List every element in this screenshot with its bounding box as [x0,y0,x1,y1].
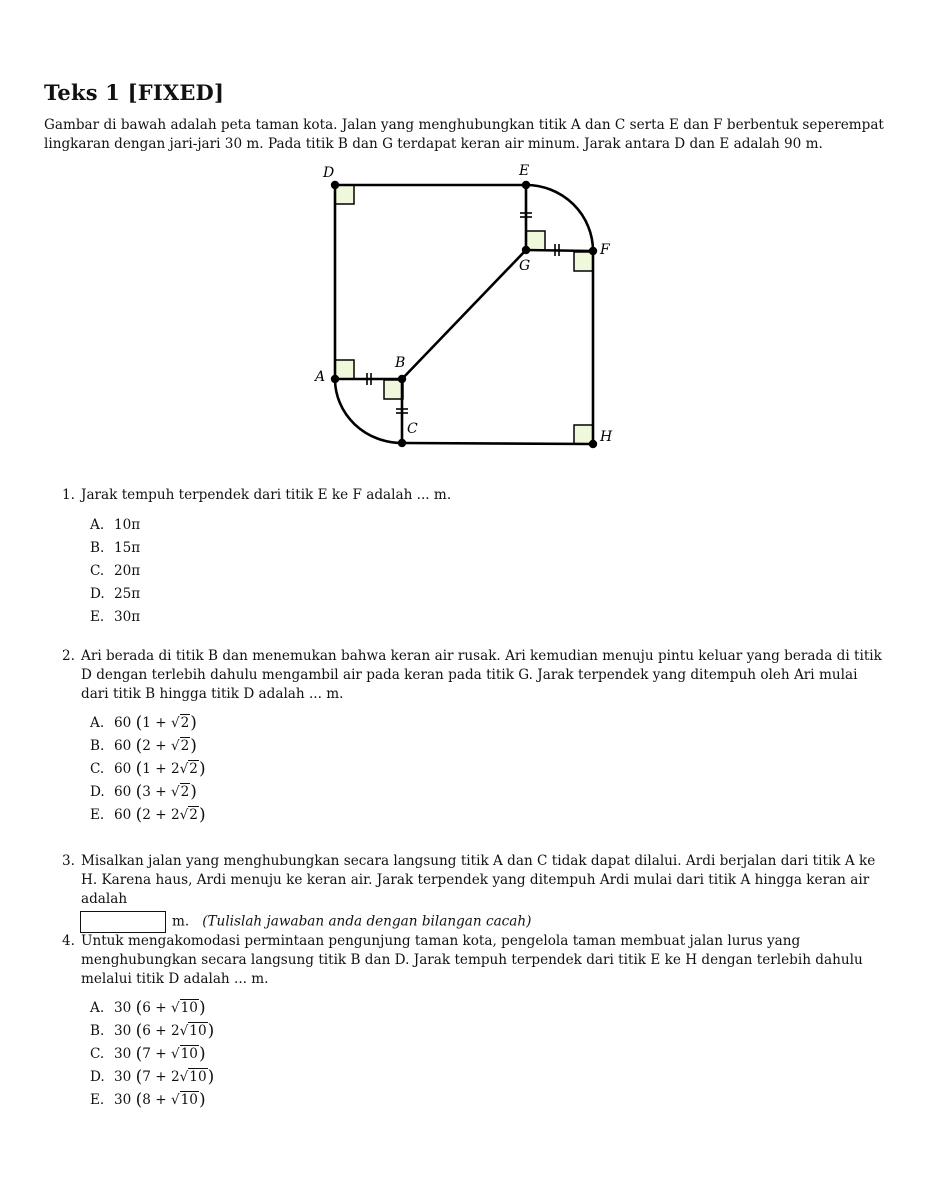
label-c: C [407,421,418,437]
question-number: 3. [62,853,75,869]
option-b[interactable]: B. 60 (2 + √2) [90,736,197,756]
label-b: B [395,355,406,371]
option-c[interactable]: C. 60 (1 + 2√2) [90,759,206,779]
options-list [90,514,888,629]
label-e: E [519,163,530,179]
option-a[interactable]: A. 30 (6 + √10) [90,998,206,1018]
point-h [589,440,597,448]
answer-row [62,911,888,933]
option-a[interactable]: A. 10π [90,517,141,533]
road-b-g [402,250,526,379]
option-c[interactable]: C. 30 (7 + √10) [90,1044,206,1064]
label-h: H [600,429,613,445]
option-e[interactable]: E. 60 (2 + 2√2) [90,805,206,825]
question-text: Ari berada di titik B dan menemukan bahwa keran air rusak. Ari kemudian menuju pintu keluar yang berada di titik D dengan terlebih dahulu mengambil air pada keran pada titik G. Jarak terpendek yang ditempuh oleh Ari mulai dari titik B hingga titik D adalah ... m. [81,648,882,702]
right-angle-marker-b [384,380,403,399]
point-c [398,439,406,447]
option-c[interactable]: C. 20π [90,563,141,579]
right-angle-marker-f [574,252,593,271]
question-number: 2. [62,648,75,664]
question-number: 1. [62,487,75,503]
point-e [522,181,530,189]
park-map-diagram [300,160,640,460]
road-c-h [402,443,593,444]
label-g: G [519,258,531,274]
question-text: Untuk mengakomodasi permintaan pengunjung taman kota, pengelola taman membuat jalan lurus yang menghubungkan secara langsung titik B dan D. Jarak tempuh terpendek dari titik E ke H dengan terlebih dahulu melalui titik D adalah ... m. [81,933,863,987]
option-b[interactable]: B. 30 (6 + 2√10) [90,1021,215,1041]
option-d[interactable]: D. 25π [90,586,141,602]
point-b [398,375,406,383]
question-4 [62,932,888,1112]
options-list [90,712,888,827]
options-list [90,997,888,1112]
point-a [331,375,339,383]
page-title: Teks 1 [FIXED] [44,80,225,105]
question-1 [62,486,888,629]
question-2 [62,647,888,827]
label-f: F [600,242,610,258]
question-text: Jarak tempuh terpendek dari titik E ke F adalah ... m. [81,487,452,503]
point-g [522,246,530,254]
option-d[interactable]: D. 30 (7 + 2√10) [90,1067,215,1087]
question-3 [62,852,888,933]
question-number: 4. [62,933,75,949]
intro-paragraph: Gambar di bawah adalah peta taman kota. Jalan yang menghubungkan titik A dan C serta E dan F berbentuk seperempat lingkaran dengan jari-jari 30 m. Pada titik B dan G terdapat keran air minum. Jarak antara D dan E adalah 90 m. [44,117,884,152]
option-e[interactable]: E. 30π [90,609,141,625]
option-d[interactable]: D. 60 (3 + √2) [90,782,197,802]
point-d [331,181,339,189]
point-f [589,247,597,255]
option-b[interactable]: B. 15π [90,540,141,556]
option-e[interactable]: E. 30 (8 + √10) [90,1090,206,1110]
label-d: D [323,165,335,181]
answer-unit: m. [172,913,190,930]
answer-input-box[interactable] [80,911,166,933]
question-text: Misalkan jalan yang menghubungkan secara langsung titik A dan C tidak dapat dilalui. Ardi berjalan dari titik A ke H. Karena haus, Ardi menuju ke keran air. Jarak terpendek yang ditempuh Ardi mulai dari titik A hingga keran air adalah [81,853,876,907]
label-a: A [315,369,326,385]
option-a[interactable]: A. 60 (1 + √2) [90,713,197,733]
answer-note: (Tulislah jawaban anda dengan bilangan cacah) [202,913,532,930]
